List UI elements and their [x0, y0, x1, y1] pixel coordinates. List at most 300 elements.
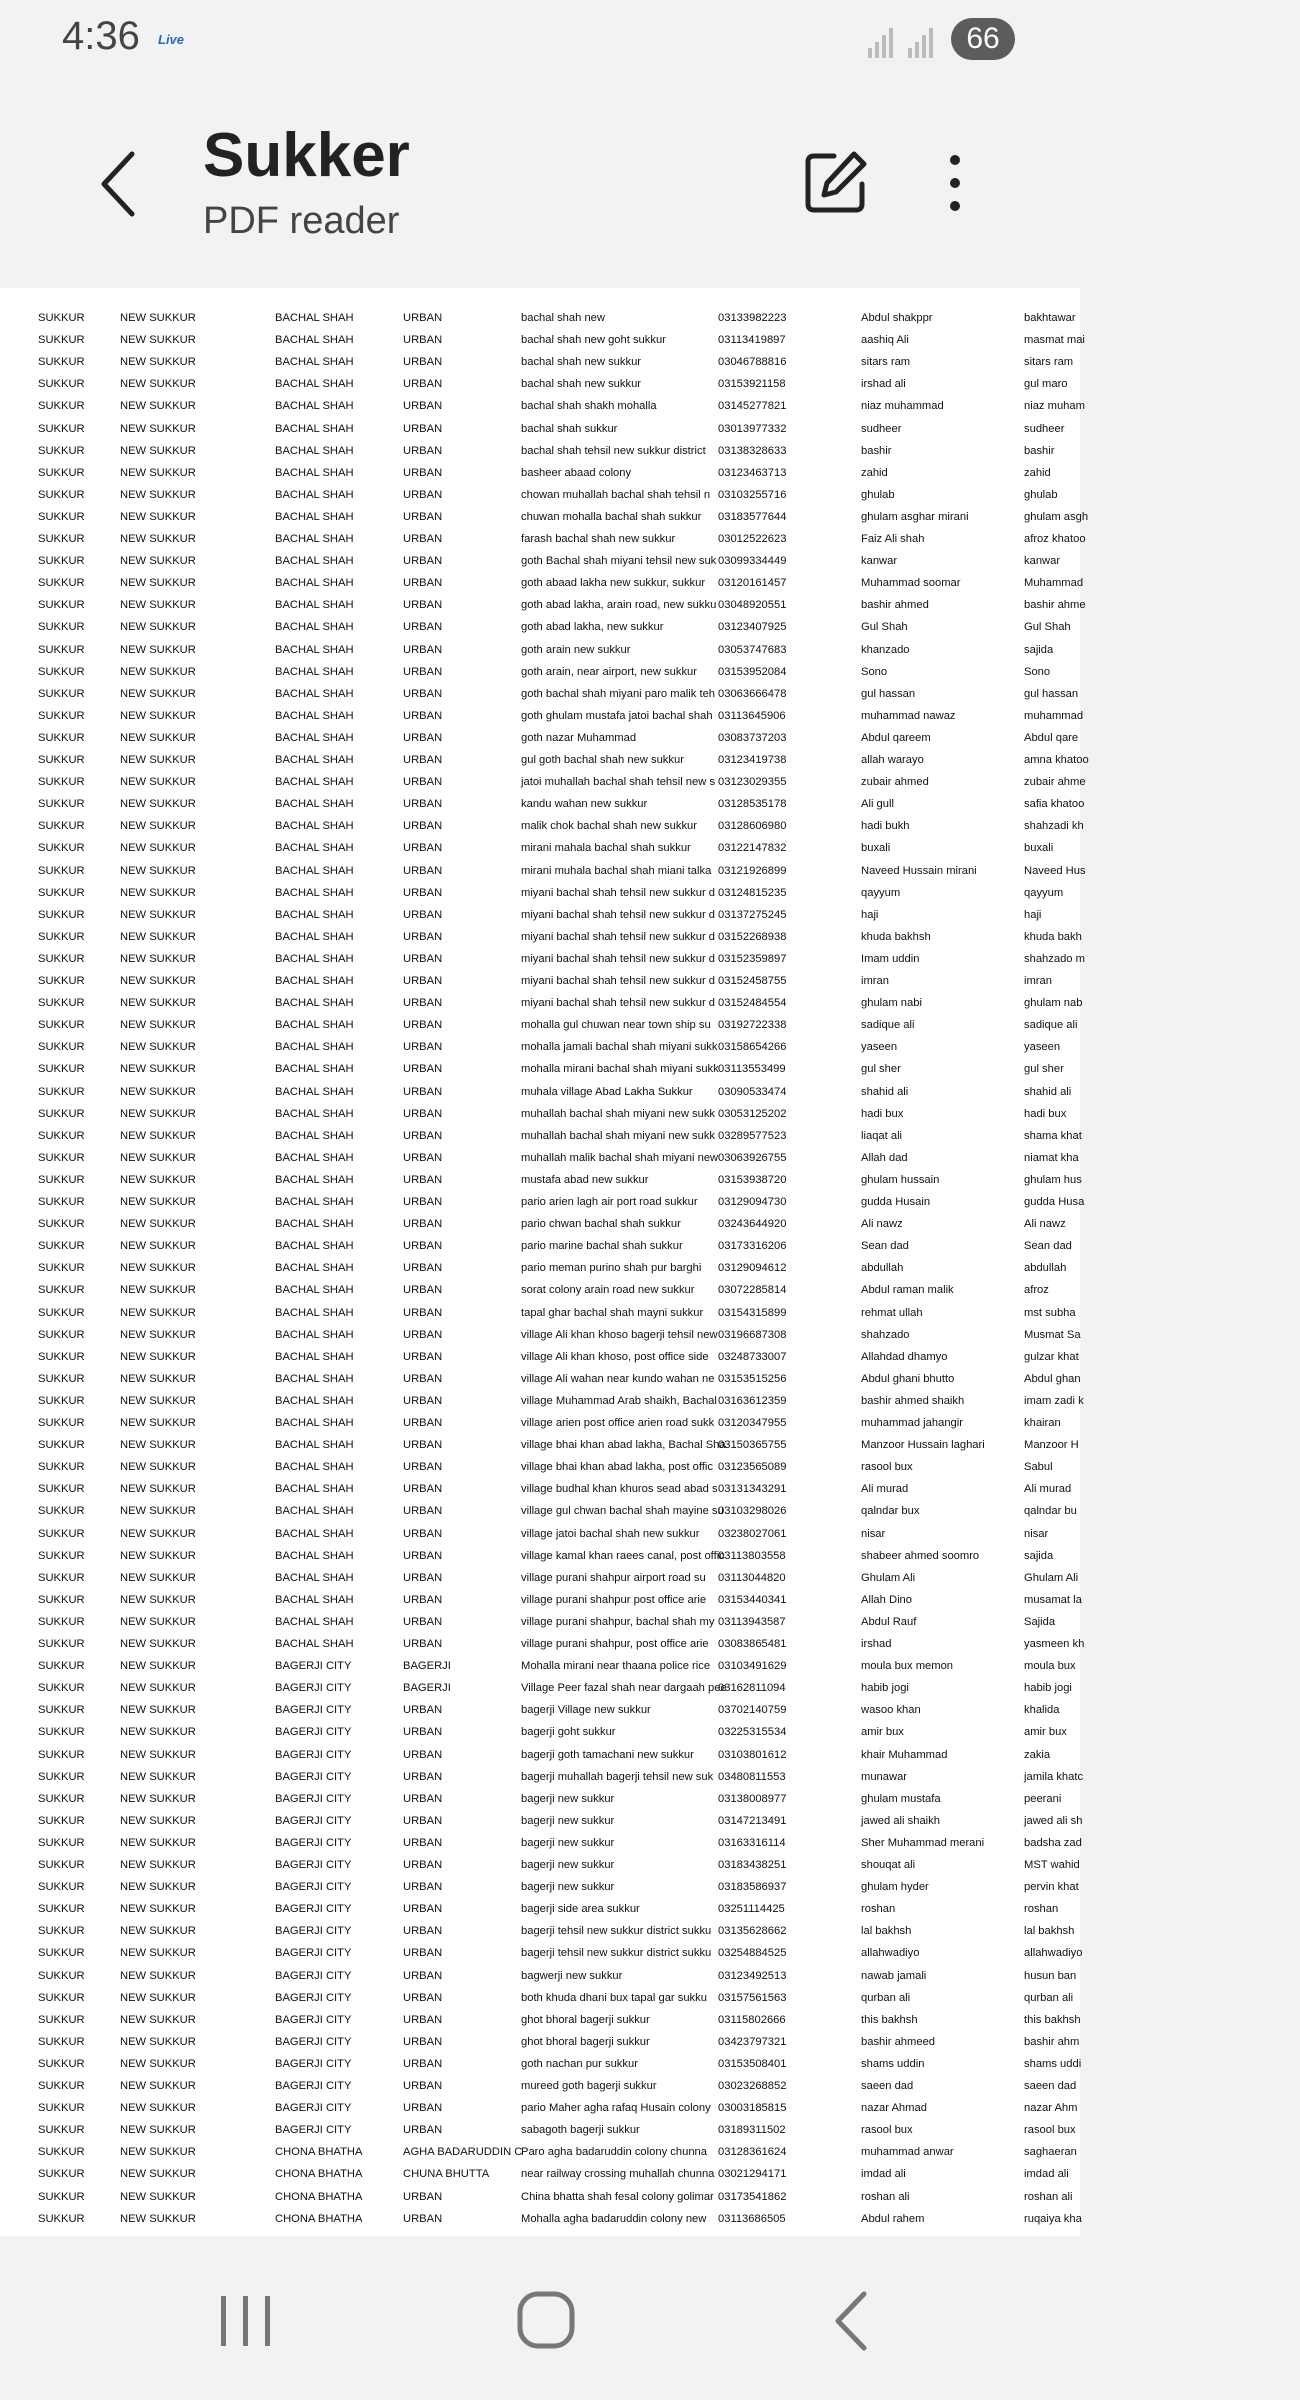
- table-cell: afroz khatoo: [1024, 533, 1086, 545]
- table-row: [0, 573, 1300, 595]
- table-cell: BACHAL SHAH: [275, 709, 354, 722]
- table-cell: nisar: [861, 1527, 886, 1540]
- table-cell: zubair ahme: [1024, 776, 1086, 789]
- table-cell: miyani bachal shah tehsil new sukkur d: [521, 952, 716, 965]
- recent-apps-icon[interactable]: [205, 2286, 285, 2356]
- table-cell: NEW SUKKUR: [120, 2013, 196, 2026]
- table-cell: NEW SUKKUR: [120, 2035, 196, 2048]
- table-cell: pario Maher agha rafaq Husain colony: [521, 2102, 711, 2115]
- table-cell: SUKKUR: [38, 1947, 85, 1960]
- table-cell: NEW SUKKUR: [120, 2080, 196, 2092]
- table-cell: 03248733007: [718, 1350, 787, 1363]
- table-cell: muhammad anwar: [861, 2146, 954, 2159]
- table-cell: URBAN: [403, 1306, 443, 1319]
- table-cell: SUKKUR: [38, 1350, 85, 1363]
- table-cell: bashir ahmeed: [861, 2035, 936, 2048]
- table-cell: 03152268938: [718, 930, 787, 943]
- table-cell: URBAN: [403, 776, 443, 789]
- table-cell: BAGERJI CITY: [275, 1991, 352, 2004]
- table-cell: Ghulam Ali: [1024, 1571, 1079, 1584]
- table-cell: SUKKUR: [38, 1549, 85, 1562]
- table-cell: SUKKUR: [38, 444, 85, 457]
- table-cell: URBAN: [403, 400, 443, 413]
- table-cell: NEW SUKKUR: [120, 1527, 196, 1540]
- table-cell: URBAN: [403, 864, 443, 877]
- table-cell: qurban ali: [861, 1991, 911, 2004]
- table-row: [0, 949, 1300, 971]
- table-cell: URBAN: [403, 997, 443, 1010]
- table-cell: bagerji side area sukkur: [521, 1903, 640, 1916]
- table-cell: NEW SUKKUR: [120, 952, 196, 965]
- table-cell: village jatoi bachal shah new sukkur: [521, 1527, 700, 1540]
- table-cell: BACHAL SHAH: [275, 1019, 354, 1032]
- table-cell: miyani bachal shah tehsil new sukkur d: [521, 997, 716, 1010]
- table-cell: NEW SUKKUR: [120, 776, 196, 789]
- table-cell: BACHAL SHAH: [275, 864, 354, 877]
- table-cell: ghulam hus: [1024, 1173, 1082, 1186]
- table-cell: SUKKUR: [38, 1240, 85, 1253]
- table-cell: BAGERJI CITY: [275, 1792, 352, 1805]
- table-cell: sudheer: [861, 422, 902, 435]
- table-cell: NEW SUKKUR: [120, 1063, 196, 1076]
- table-cell: BACHAL SHAH: [275, 1461, 354, 1474]
- table-cell: sajida: [1024, 1549, 1054, 1562]
- table-cell: qayyum: [1024, 886, 1064, 899]
- table-cell: sorat colony arain road new sukkur: [521, 1284, 695, 1297]
- table-cell: NEW SUKKUR: [120, 975, 196, 987]
- table-cell: bagerji Village new sukkur: [521, 1704, 651, 1717]
- table-cell: BACHAL SHAH: [275, 334, 354, 347]
- table-cell: 03183577644: [718, 510, 787, 523]
- table-cell: URBAN: [403, 599, 443, 612]
- pdf-page[interactable]: [0, 288, 1089, 2236]
- table-cell: NEW SUKKUR: [120, 1969, 196, 1982]
- table-cell: URBAN: [403, 510, 443, 523]
- table-cell: bagerji tehsil new sukkur district sukku: [521, 1925, 712, 1938]
- table-cell: SUKKUR: [38, 1881, 85, 1894]
- table-cell: 03103255716: [718, 488, 787, 501]
- table-row: [0, 2054, 1300, 2076]
- table-cell: 03289577523: [718, 1129, 787, 1142]
- table-cell: NEW SUKKUR: [120, 1085, 196, 1098]
- table-cell: URBAN: [403, 1748, 443, 1761]
- table-cell: Naveed Hussain mirani: [861, 864, 977, 877]
- table-cell: 03124815235: [718, 886, 787, 899]
- table-cell: NEW SUKKUR: [120, 1859, 196, 1871]
- table-cell: saeen dad: [861, 2080, 914, 2092]
- table-row: [0, 883, 1300, 905]
- table-cell: URBAN: [403, 1417, 443, 1429]
- table-cell: Muhammad: [1024, 577, 1084, 590]
- table-cell: ghulam asghar mirani: [861, 510, 969, 523]
- table-cell: NEW SUKKUR: [120, 1836, 196, 1849]
- table-row: [0, 374, 1300, 396]
- edit-pencil-icon[interactable]: [800, 148, 870, 218]
- table-cell: URBAN: [403, 1527, 443, 1540]
- table-row: [0, 419, 1300, 441]
- table-cell: moula bux: [1024, 1660, 1076, 1673]
- table-cell: this bakhsh: [1024, 2013, 1081, 2026]
- table-cell: buxali: [1024, 842, 1054, 855]
- table-cell: URBAN: [403, 488, 443, 501]
- table-cell: bashir: [861, 444, 892, 457]
- table-cell: Imam uddin: [861, 952, 920, 965]
- table-cell: URBAN: [403, 930, 443, 943]
- table-cell: NEW SUKKUR: [120, 1571, 196, 1584]
- table-cell: bagerji muhallah bagerji tehsil new suk: [521, 1770, 714, 1783]
- table-cell: afroz: [1024, 1284, 1049, 1297]
- more-vertical-icon[interactable]: [930, 148, 980, 218]
- table-row: [0, 441, 1300, 463]
- table-cell: allahwadiyo: [1024, 1947, 1083, 1960]
- table-cell: SUKKUR: [38, 709, 85, 722]
- table-cell: BACHAL SHAH: [275, 754, 354, 766]
- table-cell: masmat mai: [1024, 334, 1085, 347]
- table-cell: muhammad: [1024, 709, 1084, 722]
- table-cell: BACHAL SHAH: [275, 997, 354, 1010]
- table-cell: gul maro: [1024, 378, 1068, 391]
- table-cell: aashiq Ali: [861, 334, 909, 347]
- table-cell: BAGERJI CITY: [275, 2124, 352, 2137]
- table-cell: ghulam nab: [1024, 997, 1083, 1010]
- table-cell: amir bux: [1024, 1726, 1067, 1739]
- table-cell: URBAN: [403, 1394, 443, 1407]
- table-cell: NEW SUKKUR: [120, 2057, 196, 2070]
- table-row: [0, 485, 1300, 507]
- table-row: [0, 551, 1300, 573]
- table-cell: Ali nawz: [1024, 1218, 1066, 1231]
- table-cell: SUKKUR: [38, 2102, 85, 2115]
- table-cell: shabeer ahmed soomro: [861, 1549, 980, 1562]
- table-cell: SUKKUR: [38, 466, 85, 479]
- table-cell: NEW SUKKUR: [120, 1107, 196, 1120]
- table-cell: bashir ahm: [1024, 2035, 1080, 2048]
- table-cell: URBAN: [403, 1218, 443, 1231]
- table-cell: URBAN: [403, 2190, 443, 2203]
- table-cell: village gul chwan bachal shah mayine su: [521, 1505, 724, 1518]
- table-cell: rasool bux: [861, 1461, 913, 1474]
- table-cell: BACHAL SHAH: [275, 952, 354, 965]
- table-cell: 03123029355: [718, 776, 787, 789]
- table-cell: NEW SUKKUR: [120, 400, 196, 413]
- table-cell: NEW SUKKUR: [120, 1328, 196, 1341]
- table-cell: URBAN: [403, 820, 443, 833]
- table-cell: SUKKUR: [38, 864, 85, 877]
- table-cell: 03158654266: [718, 1041, 787, 1054]
- table-cell: SUKKUR: [38, 1770, 85, 1783]
- table-row: [0, 595, 1300, 617]
- table-cell: Abdul rahem: [861, 2212, 925, 2225]
- table-cell: SUKKUR: [38, 820, 85, 833]
- table-cell: 03072285814: [718, 1284, 787, 1297]
- table-cell: 03099334449: [718, 555, 787, 568]
- table-cell: peerani: [1024, 1792, 1062, 1805]
- table-row: [0, 662, 1300, 684]
- table-cell: URBAN: [403, 621, 443, 634]
- table-cell: gudda Husa: [1024, 1196, 1085, 1208]
- table-cell: irshad ali: [861, 378, 906, 391]
- back-arrow-icon[interactable]: [92, 144, 152, 224]
- table-cell: goth abaad lakha new sukkur, sukkur: [521, 577, 706, 590]
- table-cell: URBAN: [403, 1593, 443, 1606]
- table-cell: SUKKUR: [38, 754, 85, 766]
- table-cell: URBAN: [403, 2124, 443, 2137]
- table-cell: BACHAL SHAH: [275, 1372, 354, 1385]
- table-cell: 03243644920: [718, 1218, 787, 1231]
- table-cell: musamat la: [1024, 1593, 1082, 1606]
- table-cell: ghulab: [1024, 488, 1058, 501]
- home-icon[interactable]: [506, 2286, 586, 2356]
- table-cell: NEW SUKKUR: [120, 1748, 196, 1761]
- table-cell: qalndar bu: [1024, 1505, 1077, 1518]
- table-cell: Abdul qareem: [861, 731, 931, 744]
- table-cell: NEW SUKKUR: [120, 1262, 196, 1275]
- table-cell: URBAN: [403, 1615, 443, 1628]
- battery-indicator: 66: [951, 18, 1015, 60]
- table-cell: NEW SUKKUR: [120, 1417, 196, 1429]
- table-cell: BAGERJI CITY: [275, 1748, 352, 1761]
- table-row: [0, 1966, 1300, 1988]
- table-cell: NEW SUKKUR: [120, 1218, 196, 1231]
- table-cell: 03103801612: [718, 1748, 787, 1761]
- table-cell: SUKKUR: [38, 577, 85, 590]
- table-cell: Abdul Rauf: [861, 1615, 917, 1628]
- table-cell: hadi bux: [861, 1107, 904, 1120]
- table-cell: URBAN: [403, 1439, 443, 1452]
- table-cell: goth bachal shah miyani paro malik teh: [521, 687, 716, 700]
- table-cell: 03153515256: [718, 1372, 787, 1385]
- table-row: [0, 1435, 1300, 1457]
- table-cell: SUKKUR: [38, 1129, 85, 1142]
- table-row: [0, 1479, 1300, 1501]
- table-cell: sabagoth bagerji sukkur: [521, 2124, 640, 2137]
- table-cell: URBAN: [403, 1549, 443, 1562]
- table-cell: NEW SUKKUR: [120, 378, 196, 391]
- system-nav-bar: [0, 2236, 1080, 2400]
- table-cell: ghot bhoral bagerji sukkur: [521, 2035, 650, 2048]
- table-cell: NEW SUKKUR: [120, 687, 196, 700]
- table-cell: bachal shah new: [521, 312, 605, 324]
- table-cell: NEW SUKKUR: [120, 1372, 196, 1385]
- table-cell: 03083737203: [718, 731, 787, 744]
- table-row: [0, 684, 1300, 706]
- table-cell: URBAN: [403, 1262, 443, 1275]
- table-cell: 03113943587: [718, 1615, 786, 1628]
- table-cell: NEW SUKKUR: [120, 1196, 196, 1208]
- table-cell: 03129094730: [718, 1196, 787, 1208]
- table-row: [0, 2164, 1300, 2186]
- table-cell: zakia: [1024, 1748, 1051, 1761]
- table-row: [0, 1214, 1300, 1236]
- table-cell: SUKKUR: [38, 599, 85, 612]
- table-cell: URBAN: [403, 665, 443, 678]
- table-cell: niaz muham: [1024, 400, 1085, 413]
- table-cell: nawab jamali: [861, 1969, 927, 1982]
- table-cell: BACHAL SHAH: [275, 643, 354, 656]
- table-cell: miyani bachal shah tehsil new sukkur d: [521, 886, 716, 899]
- table-cell: 03128535178: [718, 798, 787, 811]
- table-cell: URBAN: [403, 1903, 443, 1916]
- table-cell: NEW SUKKUR: [120, 422, 196, 435]
- table-cell: MST wahid: [1024, 1859, 1080, 1871]
- table-cell: khairan: [1024, 1417, 1061, 1429]
- table-row: [0, 507, 1300, 529]
- table-cell: BACHAL SHAH: [275, 1571, 354, 1584]
- table-cell: 03128606980: [718, 820, 787, 833]
- table-cell: BACHAL SHAH: [275, 422, 354, 435]
- table-cell: SUKKUR: [38, 2057, 85, 2070]
- table-cell: bagerji new sukkur: [521, 1881, 615, 1894]
- table-cell: farash bachal shah new sukkur: [521, 533, 676, 545]
- table-cell: 03120347955: [718, 1417, 787, 1429]
- table-cell: SUKKUR: [38, 798, 85, 811]
- table-row: [0, 1899, 1300, 1921]
- table-cell: rasool bux: [1024, 2124, 1076, 2137]
- table-cell: BACHAL SHAH: [275, 820, 354, 833]
- table-cell: URBAN: [403, 444, 443, 457]
- table-row: [0, 2076, 1300, 2098]
- table-cell: 03480811553: [718, 1770, 786, 1783]
- table-cell: village Ali khan khoso bagerji tehsil new: [521, 1328, 718, 1341]
- table-cell: SUKKUR: [38, 2190, 85, 2203]
- table-cell: imam zadi k: [1024, 1394, 1084, 1407]
- table-cell: goth abad lakha, new sukkur: [521, 621, 664, 634]
- table-cell: NEW SUKKUR: [120, 312, 196, 324]
- table-cell: 03120161457: [718, 577, 787, 590]
- table-cell: jawed ali shaikh: [861, 1814, 940, 1827]
- table-cell: NEW SUKKUR: [120, 886, 196, 899]
- table-cell: China bhatta shah fesal colony golimar: [521, 2190, 714, 2203]
- table-cell: Sono: [861, 665, 888, 678]
- table-cell: both khuda dhani bux tapal gar sukku: [521, 1991, 707, 2004]
- table-cell: SUKKUR: [38, 2013, 85, 2026]
- table-row: [0, 1148, 1300, 1170]
- table-cell: SUKKUR: [38, 1306, 85, 1319]
- table-row: [0, 2032, 1300, 2054]
- table-cell: bagerji new sukkur: [521, 1814, 615, 1827]
- table-row: [0, 1656, 1300, 1678]
- table-cell: lal bakhsh: [861, 1925, 912, 1938]
- table-cell: SUKKUR: [38, 908, 85, 921]
- table-cell: Abdul ghani bhutto: [861, 1372, 955, 1385]
- table-cell: BACHAL SHAH: [275, 975, 354, 987]
- table-cell: 03113686505: [718, 2212, 786, 2225]
- table-row: [0, 1988, 1300, 2010]
- app-header: [0, 78, 1080, 288]
- table-cell: village bhai khan abad lakha, Bachal Sha: [521, 1439, 726, 1452]
- table-cell: tapal ghar bachal shah mayni sukkur: [521, 1306, 704, 1319]
- table-cell: URBAN: [403, 842, 443, 855]
- table-cell: 03196687308: [718, 1328, 787, 1341]
- table-cell: SUKKUR: [38, 1660, 85, 1673]
- table-cell: Sean dad: [1024, 1240, 1072, 1253]
- table-cell: Muhammad soomar: [861, 577, 961, 590]
- table-cell: SUKKUR: [38, 1571, 85, 1584]
- table-cell: URBAN: [403, 2102, 443, 2115]
- table-cell: 03150365755: [718, 1439, 787, 1452]
- table-cell: NEW SUKKUR: [120, 1704, 196, 1717]
- table-cell: shouqat ali: [861, 1859, 916, 1871]
- table-cell: rehmat ullah: [861, 1306, 923, 1319]
- table-cell: NEW SUKKUR: [120, 1350, 196, 1363]
- table-cell: 03137275245: [718, 908, 787, 921]
- table-cell: 03153440341: [718, 1593, 787, 1606]
- table-cell: 03173541862: [718, 2190, 787, 2203]
- table-cell: liaqat ali: [861, 1129, 903, 1142]
- table-cell: 03189311502: [718, 2124, 786, 2137]
- table-cell: URBAN: [403, 643, 443, 656]
- table-row: [0, 838, 1300, 860]
- table-cell: muhammad jahangir: [861, 1417, 963, 1429]
- table-cell: NEW SUKKUR: [120, 1814, 196, 1827]
- table-cell: SUKKUR: [38, 1328, 85, 1341]
- table-cell: 03113419897: [718, 334, 786, 347]
- table-cell: BACHAL SHAH: [275, 1218, 354, 1231]
- table-cell: BAGERJI CITY: [275, 1969, 352, 1982]
- table-cell: NEW SUKKUR: [120, 334, 196, 347]
- table-cell: 03012522623: [718, 533, 787, 545]
- table-cell: NEW SUKKUR: [120, 864, 196, 877]
- table-cell: zahid: [861, 466, 888, 479]
- table-cell: SUKKUR: [38, 1196, 85, 1208]
- table-cell: URBAN: [403, 1505, 443, 1518]
- table-row: [0, 1303, 1300, 1325]
- table-cell: NEW SUKKUR: [120, 1041, 196, 1054]
- table-cell: URBAN: [403, 1461, 443, 1474]
- table-cell: SUKKUR: [38, 533, 85, 545]
- table-cell: 03163316114: [718, 1836, 786, 1849]
- back-nav-icon[interactable]: [812, 2286, 892, 2356]
- table-cell: URBAN: [403, 1770, 443, 1783]
- table-cell: SUKKUR: [38, 621, 85, 634]
- table-cell: SUKKUR: [38, 1814, 85, 1827]
- table-cell: URBAN: [403, 1284, 443, 1297]
- table-cell: Gul Shah: [1024, 621, 1071, 634]
- table-cell: BACHAL SHAH: [275, 1394, 354, 1407]
- table-cell: BACHAL SHAH: [275, 577, 354, 590]
- table-cell: this bakhsh: [861, 2013, 918, 2026]
- table-cell: 03145277821: [718, 400, 787, 413]
- table-cell: amir bux: [861, 1726, 904, 1739]
- table-cell: CHONA BHATHA: [275, 2168, 363, 2181]
- table-cell: SUKKUR: [38, 1792, 85, 1805]
- table-cell: BAGERJI CITY: [275, 2102, 352, 2115]
- table-cell: NEW SUKKUR: [120, 2146, 196, 2159]
- table-cell: gul sher: [1024, 1063, 1064, 1076]
- table-row: [0, 1236, 1300, 1258]
- table-row: [0, 1745, 1300, 1767]
- table-cell: SUKKUR: [38, 1063, 85, 1076]
- table-cell: nazar Ahm: [1024, 2102, 1078, 2115]
- table-cell: NEW SUKKUR: [120, 1284, 196, 1297]
- table-cell: SUKKUR: [38, 1969, 85, 1982]
- table-cell: NEW SUKKUR: [120, 1770, 196, 1783]
- table-row: [0, 1855, 1300, 1877]
- table-cell: shahzadi kh: [1024, 820, 1084, 833]
- table-cell: SUKKUR: [38, 2168, 85, 2181]
- table-cell: village budhal khan khuros sead abad s: [521, 1483, 718, 1496]
- table-row: [0, 993, 1300, 1015]
- table-cell: BACHAL SHAH: [275, 400, 354, 413]
- table-cell: Sher Muhammad merani: [861, 1836, 985, 1849]
- table-cell: CHONA BHATHA: [275, 2212, 363, 2225]
- table-row: [0, 1192, 1300, 1214]
- table-row: [0, 1126, 1300, 1148]
- table-cell: sadique ali: [861, 1019, 915, 1032]
- table-cell: SUKKUR: [38, 1151, 85, 1164]
- table-cell: haji: [861, 908, 879, 921]
- table-cell: NEW SUKKUR: [120, 1461, 196, 1474]
